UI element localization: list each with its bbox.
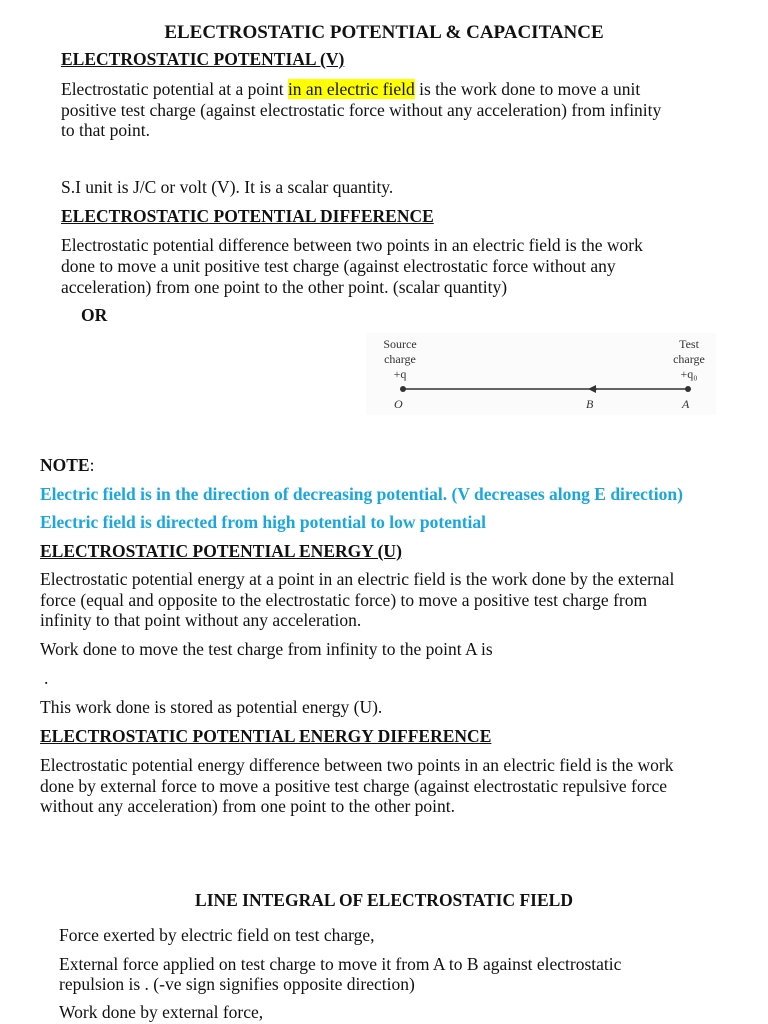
point-b-dot xyxy=(592,387,597,392)
section-heading-line-integral: LINE INTEGRAL OF ELECTROSTATIC FIELD xyxy=(195,890,573,910)
ped-definition-line-3: without any acceleration) from one point to the other point. xyxy=(40,796,456,816)
pe-definition-line-1: Electrostatic potential energy at a point in an electric field is the work done by the external xyxy=(40,569,675,589)
label-line: +q xyxy=(393,367,407,381)
or-label: OR xyxy=(81,305,108,325)
li-line-1: Force exerted by electric field on test charge, xyxy=(59,925,375,945)
charge-diagram xyxy=(366,333,716,415)
li-line-3: repulsion is . (-ve sign signifies opposite direction) xyxy=(59,974,415,994)
pd-definition-line-3: acceleration) from one point to the other point. (scalar quantity) xyxy=(61,277,508,297)
potential-definition-line-3: to that point. xyxy=(61,120,150,140)
li-line-2: External force applied on test charge to move it from A to B against electrostatic xyxy=(59,954,622,974)
pd-definition-line-1: Electrostatic potential difference between two points in an electric field is the work xyxy=(61,235,643,255)
text-run: Electrostatic potential at a point xyxy=(61,79,288,99)
equation-placeholder-dot: . xyxy=(44,668,49,688)
potential-definition-line-1 xyxy=(61,79,640,100)
potential-definition-line-2: positive test charge (against electrostatic force without any acceleration) from infinity xyxy=(61,100,662,120)
note-label xyxy=(40,455,94,476)
page-title: ELECTROSTATIC POTENTIAL & CAPACITANCE xyxy=(164,22,604,43)
test-charge-dot xyxy=(685,386,691,392)
li-line-4: Work done by external force, xyxy=(59,1002,264,1022)
ped-definition-line-1: Electrostatic potential energy difference between two points in an electric field is the work xyxy=(40,755,674,775)
work-done-text: Work done to move the test charge from infinity to the point A is xyxy=(40,639,493,659)
pd-definition-line-2: done to move a unit positive test charge (against electrostatic force without any xyxy=(61,256,616,276)
label-line: Source xyxy=(383,337,417,351)
label-line: charge xyxy=(384,352,416,366)
charge-line-svg xyxy=(366,333,716,415)
source-charge-dot xyxy=(400,386,406,392)
section-heading-potential-difference: ELECTROSTATIC POTENTIAL DIFFERENCE xyxy=(61,206,434,226)
text-run: is the work done to move a unit xyxy=(414,79,641,99)
note-line-1: Electric field is in the direction of decreasing potential. (V decreases along E direction) xyxy=(40,484,683,504)
label-line: +q₀ xyxy=(680,367,698,381)
section-heading-potential: ELECTROSTATIC POTENTIAL (V) xyxy=(61,49,345,69)
label-line: charge xyxy=(673,352,705,366)
si-unit-text: S.I unit is J/C or volt (V). It is a scalar quantity. xyxy=(61,177,394,197)
point-b-label: B xyxy=(586,397,594,411)
pe-definition-line-3: infinity to that point without any acceleration. xyxy=(40,610,362,630)
note-label-text: NOTE xyxy=(40,455,90,475)
note-line-2: Electric field is directed from high potential to low potential xyxy=(40,512,487,532)
label-line: Test xyxy=(679,337,699,351)
point-o-label: O xyxy=(394,397,403,411)
point-a-label: A xyxy=(682,397,690,411)
ped-definition-line-2: done by external force to move a positive test charge (against electrostatic repulsive force xyxy=(40,776,667,796)
note-colon: : xyxy=(89,455,95,475)
section-heading-potential-energy: ELECTROSTATIC POTENTIAL ENERGY (U) xyxy=(40,541,402,561)
stored-energy-text: This work done is stored as potential energy (U). xyxy=(40,697,383,717)
highlighted-text: in an electric field xyxy=(287,79,415,99)
section-heading-pe-difference: ELECTROSTATIC POTENTIAL ENERGY DIFFERENCE xyxy=(40,726,492,746)
pe-definition-line-2: force (equal and opposite to the electrostatic force) to move a positive test charge from xyxy=(40,590,648,610)
